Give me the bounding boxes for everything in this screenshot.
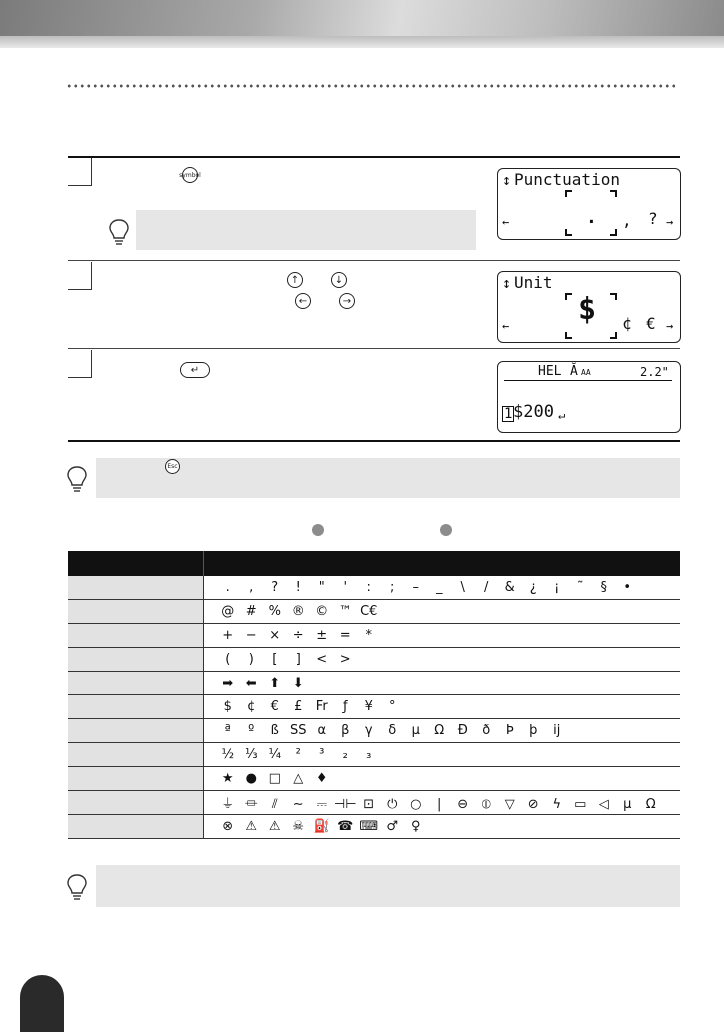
- lcd-symbol: ?: [648, 209, 658, 228]
- symbol: δ: [388, 723, 397, 739]
- table-row: [68, 647, 680, 671]
- symbol: ∼: [292, 796, 304, 812]
- symbol: ;: [390, 579, 395, 595]
- symbol: SS: [289, 723, 307, 739]
- symbol: /: [484, 579, 489, 595]
- lcd-symbol-selected: .: [586, 207, 597, 228]
- category-cell: [68, 791, 204, 815]
- category-cell: [68, 743, 204, 767]
- symbol: ¿: [529, 579, 537, 595]
- symbol: ±: [316, 627, 328, 643]
- category-cell: [68, 814, 204, 838]
- symbol: €: [270, 699, 279, 715]
- category-cell: [68, 623, 204, 647]
- symbol: ß: [270, 723, 279, 739]
- category-cell: [68, 671, 204, 695]
- symbol: ♂: [386, 818, 399, 834]
- symbol: (: [225, 651, 231, 667]
- symbols-cell: [204, 671, 681, 695]
- symbol: Fr: [315, 699, 328, 715]
- lcd-length-indicator: 2.2": [640, 365, 669, 379]
- lcd-right-arrow-icon: →: [666, 215, 674, 229]
- lcd-category-title: Unit: [514, 273, 553, 292]
- lightbulb-icon: [66, 873, 88, 901]
- symbol: ÷: [292, 627, 304, 643]
- symbol: ★: [221, 771, 234, 787]
- symbol: \: [460, 579, 465, 595]
- symbol-key-label: symbol: [179, 171, 201, 179]
- symbol: ₃: [366, 747, 372, 763]
- symbol: ©: [315, 603, 329, 619]
- symbol: ◁: [598, 796, 609, 812]
- table-header-row: [68, 551, 680, 576]
- symbol: Ω: [434, 723, 445, 739]
- table-row: [68, 719, 680, 743]
- category-cell: [68, 576, 204, 599]
- symbol: :: [366, 579, 371, 595]
- page-header-band: [0, 36, 724, 48]
- symbol: ⊣⊢: [333, 796, 357, 812]
- symbol: ĳ: [553, 723, 561, 739]
- symbol: ♀: [410, 818, 421, 834]
- symbols-cell: [204, 623, 681, 647]
- symbol: ○: [410, 796, 422, 812]
- lcd-right-arrow-icon: →: [666, 319, 674, 333]
- symbol: ♦: [315, 771, 328, 787]
- symbol: &: [504, 579, 515, 595]
- lcd-punctuation: [497, 168, 681, 240]
- symbol: _: [436, 579, 443, 595]
- lcd-size-indicator-small: AA: [581, 368, 591, 377]
- symbol: #: [245, 603, 257, 619]
- symbol: ³: [319, 747, 325, 763]
- lcd-header-line: [504, 380, 672, 381]
- symbol: ϟ: [552, 796, 562, 812]
- symbol: ☎: [337, 818, 354, 834]
- symbol: ⫽: [271, 796, 278, 812]
- page-side-tab: [20, 975, 64, 1032]
- symbol: γ: [364, 723, 373, 739]
- symbol: $: [223, 699, 232, 715]
- symbol: ⬅: [245, 675, 257, 691]
- symbols-cell: [204, 767, 681, 791]
- table-row: [68, 599, 680, 623]
- symbol: ⊖: [457, 796, 469, 812]
- symbol: ⏛: [244, 796, 258, 812]
- lcd-symbol: ,: [622, 211, 632, 230]
- esc-key-icon: [165, 459, 180, 474]
- symbol: ⊗: [222, 818, 234, 834]
- symbols-cell: [204, 814, 681, 838]
- dotted-section-divider: [66, 84, 678, 88]
- symbol: º: [248, 723, 255, 739]
- table-row: [68, 814, 680, 838]
- arrow-down-icon: ↓: [331, 272, 347, 288]
- symbol: °: [389, 699, 396, 715]
- symbol: @: [221, 603, 235, 619]
- symbol-table: [68, 551, 680, 839]
- lcd-unit: [497, 271, 681, 343]
- symbol: µ: [411, 723, 420, 739]
- symbols-cell: [204, 599, 681, 623]
- steps-bottom-rule: [68, 440, 680, 442]
- table-row: [68, 767, 680, 791]
- symbol: ₂: [342, 747, 348, 763]
- symbol: ²: [295, 747, 301, 763]
- table-row: [68, 743, 680, 767]
- category-cell: [68, 719, 204, 743]
- symbol: α: [317, 723, 327, 739]
- category-cell: [68, 767, 204, 791]
- symbol: ð: [482, 723, 491, 739]
- symbol: !: [295, 579, 301, 595]
- arrow-up-icon: ↑: [287, 272, 303, 288]
- step3-top-rule: [68, 348, 680, 349]
- symbol: ⏻: [387, 796, 398, 812]
- symbol: ⬇: [292, 675, 304, 691]
- symbols-cell: [204, 695, 681, 719]
- symbol: ⎓: [316, 796, 327, 812]
- table-header-category: [68, 551, 204, 576]
- category-cell: [68, 599, 204, 623]
- lcd-symbol: ¢: [622, 314, 632, 333]
- symbol: –: [412, 579, 419, 595]
- lcd-symbol-selected: $: [578, 292, 597, 327]
- symbol: ☠: [292, 818, 305, 834]
- symbol: ⅓: [244, 747, 258, 763]
- symbol: ⌨: [359, 818, 379, 834]
- symbol: ●: [245, 771, 257, 787]
- step1-marker: [68, 158, 92, 186]
- symbol: ➡: [222, 675, 234, 691]
- step2-marker: [68, 262, 92, 290]
- lcd-left-arrow-icon: ←: [502, 215, 510, 229]
- symbol: =: [339, 627, 351, 643]
- symbol: ⚠: [268, 818, 281, 834]
- symbol: ⚠: [245, 818, 258, 834]
- symbol: <: [316, 651, 328, 667]
- symbol: −: [245, 627, 257, 643]
- step1-tip-box: [136, 210, 476, 250]
- symbol: Đ: [457, 723, 468, 739]
- table-row: [68, 695, 680, 719]
- symbol: Þ: [505, 723, 514, 739]
- category-cell: [68, 695, 204, 719]
- symbol: *: [365, 627, 372, 643]
- symbol: □: [268, 771, 281, 787]
- symbol: >: [339, 651, 351, 667]
- symbol: [: [272, 651, 278, 667]
- symbol: ,: [249, 579, 254, 595]
- step1-top-rule: [68, 156, 680, 158]
- symbol: .: [225, 579, 230, 595]
- symbol-key-icon: [179, 167, 201, 183]
- lcd-left-arrow-icon: ←: [502, 319, 510, 333]
- gray-dot-icon: [440, 524, 452, 536]
- symbol: β: [341, 723, 350, 739]
- symbol: ¡: [554, 579, 560, 595]
- table-row: [68, 576, 680, 599]
- step2-top-rule: [68, 260, 680, 261]
- symbol: ª: [224, 723, 231, 739]
- symbol: ⦶: [481, 796, 491, 812]
- symbol: ▽: [504, 796, 515, 812]
- symbols-cell: [204, 719, 681, 743]
- symbol: ¼: [268, 747, 282, 763]
- symbol: ⛽: [313, 818, 330, 834]
- symbols-cell: [204, 791, 681, 815]
- lightbulb-icon: [66, 465, 88, 493]
- lcd-updown-icon: ↕: [502, 171, 512, 189]
- symbol: ¢: [247, 699, 256, 715]
- arrow-right-icon: →: [339, 293, 355, 309]
- symbols-cell: [204, 576, 681, 599]
- lcd-symbol: €: [646, 314, 656, 333]
- table-row: [68, 671, 680, 695]
- symbol: △: [293, 771, 304, 787]
- arrow-left-icon: ←: [295, 293, 311, 309]
- tip-box-bottom: [96, 865, 680, 907]
- symbol: Ω: [645, 796, 656, 812]
- symbol: ×: [269, 627, 281, 643]
- lcd-font-indicator: HEL: [538, 364, 562, 379]
- lcd-line-number: 1: [504, 406, 513, 422]
- table-header-symbols: [204, 551, 681, 576]
- symbol: ): [248, 651, 254, 667]
- tip-box-esc: [96, 458, 680, 498]
- symbol: +: [222, 627, 234, 643]
- symbol: ▭: [574, 796, 587, 812]
- symbols-cell: [204, 743, 681, 767]
- symbol: ¥: [364, 699, 373, 715]
- symbol: C€: [360, 603, 378, 619]
- lightbulb-icon: [108, 218, 130, 246]
- lcd-return-mark-icon: ↵: [558, 408, 566, 422]
- symbol: ƒ: [342, 699, 348, 715]
- symbol: ®: [291, 603, 305, 619]
- symbol: µ: [623, 796, 632, 812]
- symbol: ": [318, 579, 325, 595]
- lcd-entered-text: $200: [513, 402, 554, 422]
- symbol: •: [623, 579, 632, 595]
- symbol: ⏚: [221, 796, 235, 812]
- symbol: ': [343, 579, 348, 595]
- lcd-text-entry: [497, 361, 681, 433]
- symbol: £: [294, 699, 303, 715]
- symbol: §: [600, 579, 607, 595]
- lcd-updown-icon: ↕: [502, 274, 512, 292]
- lcd-size-indicator: Ă: [570, 364, 578, 379]
- symbol: ⬆: [269, 675, 281, 691]
- lcd-category-title: Punctuation: [514, 170, 620, 189]
- symbol: ?: [271, 579, 279, 595]
- table-row: [68, 623, 680, 647]
- symbol: ˜: [577, 579, 584, 595]
- symbols-cell: [204, 647, 681, 671]
- category-cell: [68, 647, 204, 671]
- symbol: þ: [529, 723, 538, 739]
- enter-icon: ↵: [180, 362, 210, 378]
- symbol: ½: [221, 747, 235, 763]
- symbol: ⊘: [527, 796, 539, 812]
- symbol: ™: [338, 603, 352, 619]
- symbol: ]: [295, 651, 301, 667]
- table-row: [68, 791, 680, 815]
- symbol: %: [268, 603, 281, 619]
- symbol: |: [437, 796, 442, 812]
- step3-marker: [68, 350, 92, 378]
- symbol: ⊡: [363, 796, 375, 812]
- esc-key-label: Esc: [167, 463, 178, 470]
- gray-dot-icon: [312, 524, 324, 536]
